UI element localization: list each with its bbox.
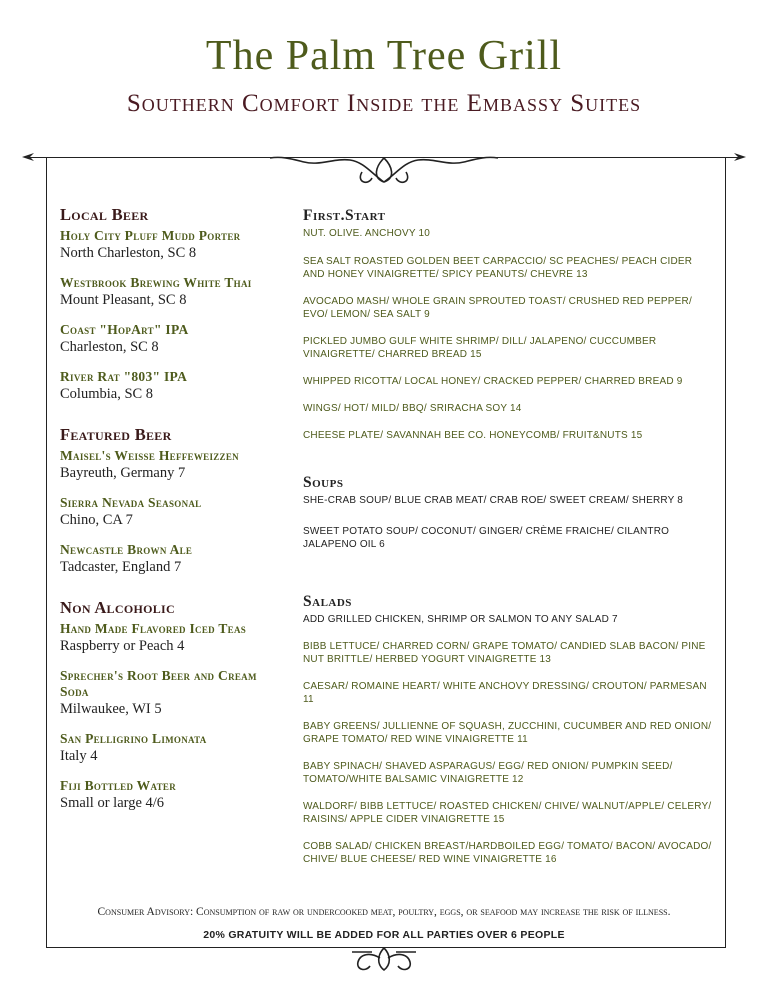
drink-name: Westbrook Brewing White Thai	[60, 275, 252, 290]
drink-origin: Bayreuth, Germany 7	[60, 465, 186, 481]
menu-item: WINGS/ HOT/ MILD/ BBQ/ SRIRACHA SOY 14	[303, 403, 522, 414]
drink-origin: Small or large 4/6	[60, 795, 165, 811]
drink-origin: North Charleston, SC 8	[60, 245, 197, 261]
drinks-column	[60, 205, 280, 825]
menu-item: CHEESE PLATE/ SAVANNAH BEE CO. HONEYCOMB/ FRUIT&NUTS 15	[303, 430, 643, 441]
list-item	[60, 668, 280, 718]
list-item	[60, 228, 280, 262]
menu-item: COBB SALAD/ CHICKEN BREAST/HARDBOILED EGG/ TOMATO/ BACON/ AVOCADO/ CHIVE/ BLUE CHEESE/ RED WINE VINAIGRETTE 16	[303, 841, 712, 865]
list-item	[60, 322, 280, 356]
drink-origin: Milwaukee, WI 5	[60, 701, 162, 717]
drink-origin: Italy 4	[60, 748, 98, 764]
flourish-ornament-icon	[264, 152, 504, 188]
local-beer-heading: Local Beer	[60, 205, 149, 224]
drink-name: San Pelligrino Limonata	[60, 731, 207, 746]
drink-name: Sprecher's Root Beer and Cream Soda	[60, 668, 257, 699]
soups-heading: Soups	[303, 474, 344, 491]
drink-name: Maisel's Weisse Heffeweizzen	[60, 448, 239, 463]
list-item	[60, 621, 280, 655]
drink-origin: Tadcaster, England 7	[60, 559, 182, 575]
gratuity-notice: 20% GRATUITY WILL BE ADDED FOR ALL PARTIES OVER 6 PEOPLE	[203, 929, 565, 941]
menu-item: SWEET POTATO SOUP/ COCONUT/ GINGER/ CRÈME FRAICHE/ CILANTRO JALAPENO OIL 6	[303, 526, 670, 550]
drink-origin: Mount Pleasant, SC 8	[60, 292, 187, 308]
drink-origin: Columbia, SC 8	[60, 386, 154, 402]
menu-item: BIBB LETTUCE/ CHARRED CORN/ GRAPE TOMATO/ CANDIED SLAB BACON/ PINE NUT BRITTLE/ HERBED YOGURT VINAIGRETTE 13	[303, 641, 706, 665]
drink-name: Holy City Pluff Mudd Porter	[60, 228, 241, 243]
salads-heading: Salads	[303, 593, 352, 610]
food-column	[303, 207, 713, 866]
list-item	[60, 275, 280, 309]
bottom-ornament-icon	[350, 944, 418, 974]
drink-name: Hand Made Flavored Iced Teas	[60, 621, 247, 636]
menu-item: SEA SALT ROASTED GOLDEN BEET CARPACCIO/ SC PEACHES/ PEACH CIDER AND HONEY VINAIGRETTE/ SPICY PEANUTS/ CHEVRE 13	[303, 256, 693, 280]
featured-beer-heading: Featured Beer	[60, 425, 172, 444]
menu-item: WALDORF/ BIBB LETTUCE/ ROASTED CHICKEN/ CHIVE/ WALNUT/APPLE/ CELERY/ RAISINS/ APPLE CIDER VINAIGRETTE 15	[303, 801, 712, 825]
consumer-advisory: Consumer Advisory: Consumption of raw or undercooked meat, poultry, eggs, or seafood may increase the risk of illness.	[97, 906, 671, 918]
menu-item: CAESAR/ ROMAINE HEART/ WHITE ANCHOVY DRESSING/ CROUTON/ PARMESAN 11	[303, 681, 707, 705]
menu-item: NUT. OLIVE. ANCHOVY 10	[303, 228, 431, 239]
restaurant-title: The Palm Tree Grill	[205, 33, 563, 79]
list-item	[60, 448, 280, 482]
salad-note: ADD GRILLED CHICKEN, SHRIMP OR SALMON TO ANY SALAD 7	[303, 614, 618, 625]
drink-name: River Rat "803" IPA	[60, 369, 188, 384]
menu-item: WHIPPED RICOTTA/ LOCAL HONEY/ CRACKED PEPPER/ CHARRED BREAD 9	[303, 376, 683, 387]
restaurant-subtitle: Southern Comfort Inside the Embassy Suites	[126, 90, 642, 117]
drink-origin: Chino, CA 7	[60, 512, 133, 528]
list-item	[60, 369, 280, 403]
menu-item: BABY SPINACH/ SHAVED ASPARAGUS/ EGG/ RED ONION/ PUMPKIN SEED/ TOMATO/WHITE BALSAMIC VINAIGRETTE 12	[303, 761, 673, 785]
list-item	[60, 731, 280, 765]
drink-origin: Raspberry or Peach 4	[60, 638, 185, 654]
menu-item: SHE-CRAB SOUP/ BLUE CRAB MEAT/ CRAB ROE/ SWEET CREAM/ SHERRY 8	[303, 495, 684, 506]
menu-item: BABY GREENS/ JULLIENNE OF SQUASH, ZUCCHINI, CUCUMBER AND RED ONION/ GRAPE TOMATO/ RED WINE VINAIGRETTE 11	[303, 721, 712, 745]
first-start-heading: First.Start	[303, 207, 386, 224]
drink-name: Coast "HopArt" IPA	[60, 322, 189, 337]
list-item	[60, 542, 280, 576]
drink-origin: Charleston, SC 8	[60, 339, 159, 355]
menu-item: AVOCADO MASH/ WHOLE GRAIN SPROUTED TOAST/ CRUSHED RED PEPPER/ EVO/ LEMON/ SEA SALT 9	[303, 296, 692, 320]
drink-name: Sierra Nevada Seasonal	[60, 495, 202, 510]
drink-name: Newcastle Brown Ale	[60, 542, 193, 557]
list-item	[60, 495, 280, 529]
list-item	[60, 778, 280, 812]
drink-name: Fiji Bottled Water	[60, 778, 177, 793]
non-alcoholic-heading: Non Alcoholic	[60, 598, 175, 617]
menu-item: PICKLED JUMBO GULF WHITE SHRIMP/ DILL/ JALAPENO/ CUCCUMBER VINAIGRETTE/ CHARRED BREAD 15	[303, 336, 657, 360]
